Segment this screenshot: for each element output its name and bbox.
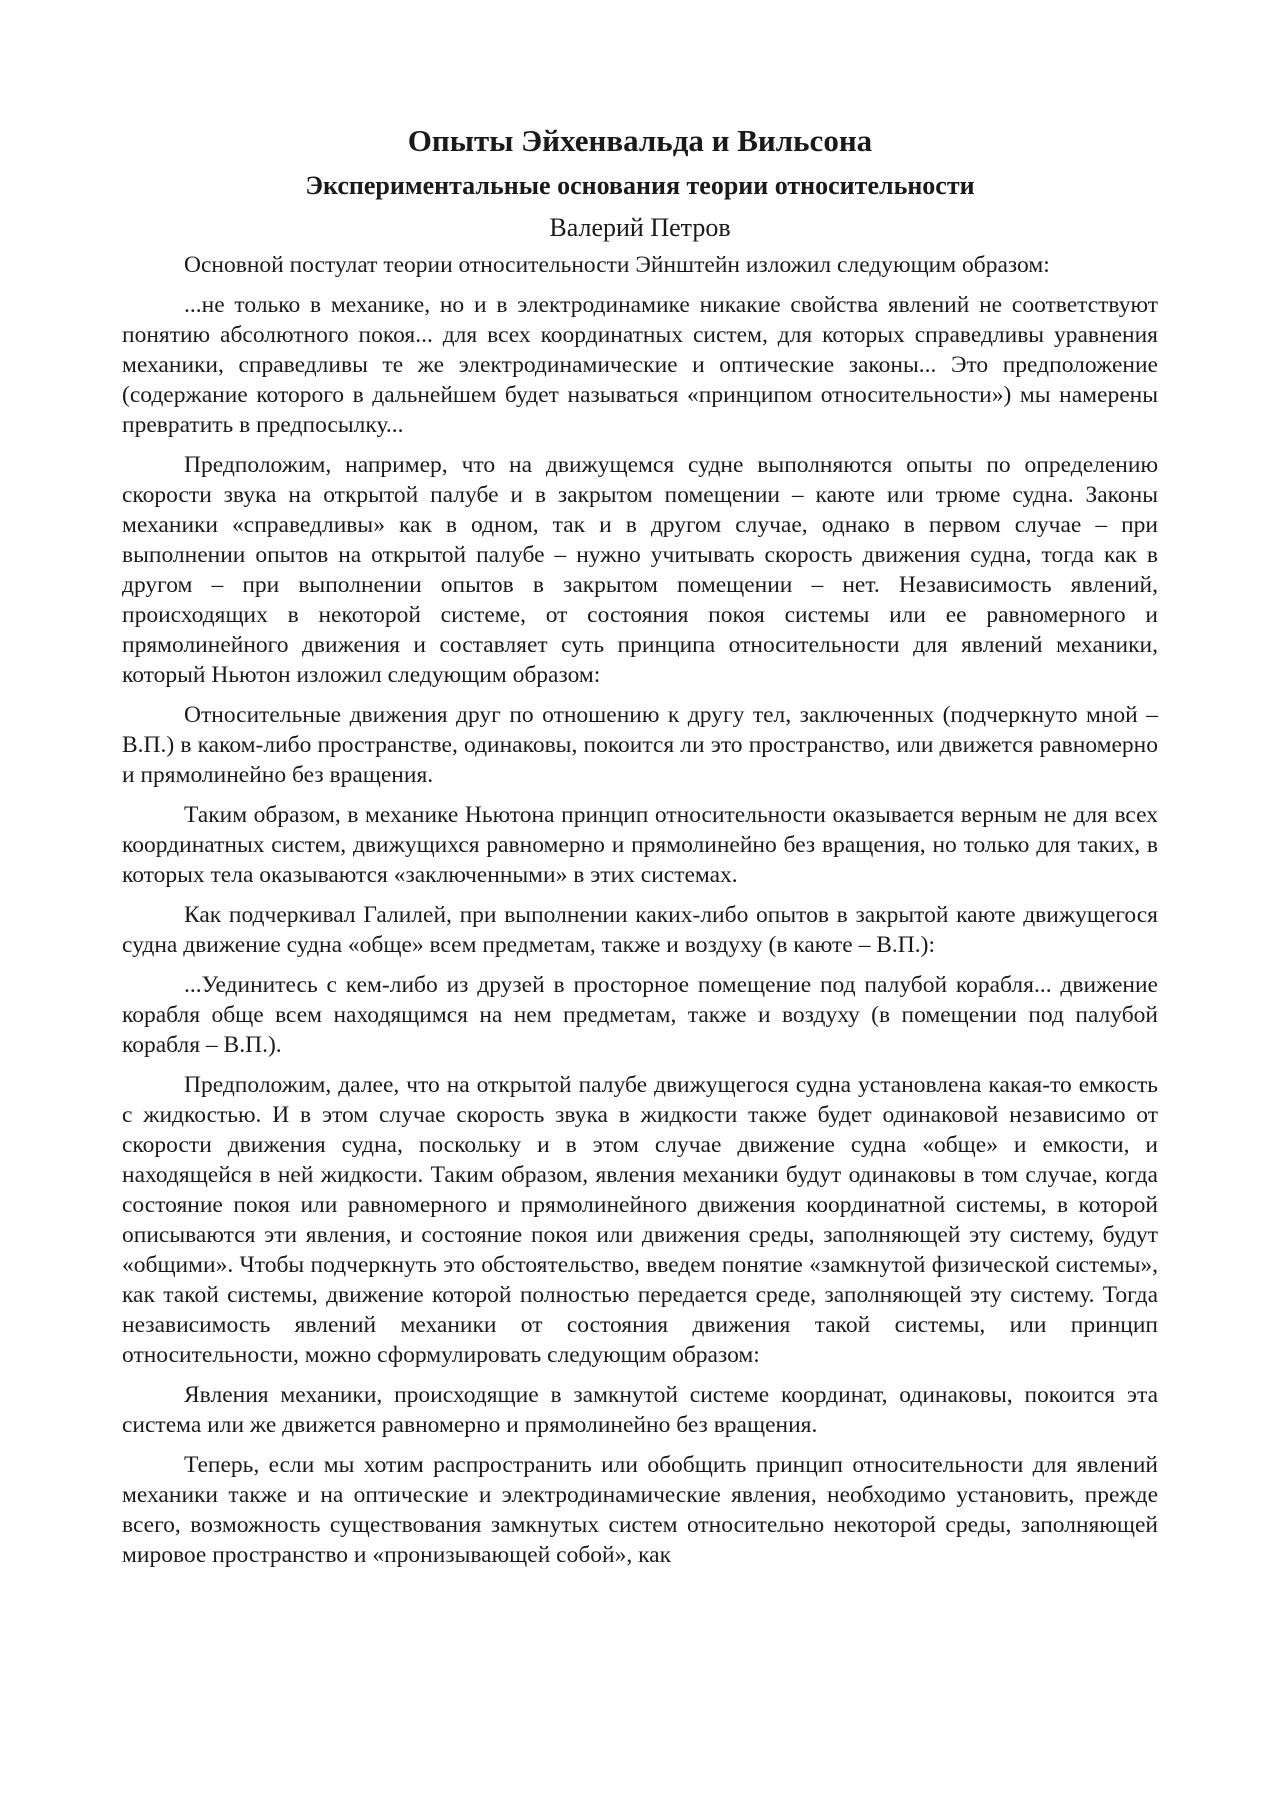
- paragraph-generalization: Теперь, если мы хотим распространить или обобщить принцип относительности для явлений механики также и на оптические и электродинамические явления, необходимо установить, прежде всего, возможность существования замкнутых систем относительно некоторой среды, заполняющей мировое пространство и «пронизывающей собой», как: [122, 1452, 1158, 1568]
- paragraph-principle-statement: Явления механики, происходящие в замкнутой системе координат, одинаковы, покоится эта система или же движется равномерно и прямолинейно без вращения.: [122, 1382, 1158, 1438]
- paragraph-galileo-quote: ...Уединитесь с кем-либо из друзей в просторное помещение под палубой корабля... движение корабля обще всем находящимся на нем предметам, также и воздуху (в помещении под палубой корабля – В.П.).: [122, 972, 1158, 1058]
- paragraph-newton-conclusion: Таким образом, в механике Ньютона принцип относительности оказывается верным не для всех координатных систем, движущихся равномерно и прямолинейно без вращения, но только для таких, в которых тела оказываются «заключенными» в этих системах.: [122, 802, 1158, 888]
- document-subtitle: Экспериментальные основания теории относительности: [305, 171, 975, 200]
- paragraph-ship-example: Предположим, например, что на движущемся судне выполняются опыты по определению скорости звука на открытой палубе и в закрытом помещении – каюте или трюме судна. Законы механики «справедливы» как в одном, так и в другом случае, однако в первом случае – при выполнении опытов на открытой палубе – нужно учитывать скорость движения судна, тогда как в другом – при выполнении опытов в закрытом помещении – нет. Независимость явлений, происходящих в некоторой системе, от состояния покоя системы или ее равномерного и прямолинейного движения и составляет суть принципа относительности для явлений механики, который Ньютон изложил следующим образом:: [122, 452, 1158, 688]
- paragraph-closed-system: Предположим, далее, что на открытой палубе движущегося судна установлена какая-то емкость с жидкостью. И в этом случае скорость звука в жидкости также будет одинаковой независимо от скорости движения судна, поскольку и в этом случае движение судна «обще» и емкости, и находящейся в ней жидкости. Таким образом, явления механики будут одинаковы в том случае, когда состояние покоя или равномерного и прямолинейного движения координатной системы, в которой описываются эти явления, и состояние покоя или движения среды, заполняющей эту систему, будут «общими». Чтобы подчеркнуть это обстоятельство, введем понятие «замкнутой физической системы», как такой системы, движение которой полностью передается среде, заполняющей эту систему. Тогда независимость явлений механики от состояния движения такой системы, или принцип относительности, можно сформулировать следующим образом:: [122, 1072, 1158, 1368]
- document-title: Опыты Эйхенвальда и Вильсона: [407, 123, 873, 158]
- paragraph-einstein-quote: ...не только в механике, но и в электродинамике никакие свойства явлений не соответствуют понятию абсолютного покоя... для всех координатных систем, для которых справедливы уравнения механики, справедливы те же электродинамические и оптические законы... Это предположение (содержание которого в дальнейшем будет называться «принципом относительности») мы намерены превратить в предпосылку...: [122, 292, 1158, 438]
- document-page: [122, 120, 1158, 1570]
- paragraph-newton-quote: Относительные движения друг по отношению к другу тел, заключенных (подчеркнуто мной – В.П.) в каком-либо пространстве, одинаковы, покоится ли это пространство, или движется равномерно и прямолинейно без вращения.: [122, 702, 1158, 788]
- paragraph-intro: Основной постулат теории относительности Эйнштейн изложил следующим образом:: [184, 252, 1050, 278]
- document-author: Валерий Петров: [549, 213, 731, 242]
- paragraph-galileo: Как подчеркивал Галилей, при выполнении каких-либо опытов в закрытой каюте движущегося судна движение судна «обще» всем предметам, также и воздуху (в каюте – В.П.):: [122, 902, 1158, 958]
